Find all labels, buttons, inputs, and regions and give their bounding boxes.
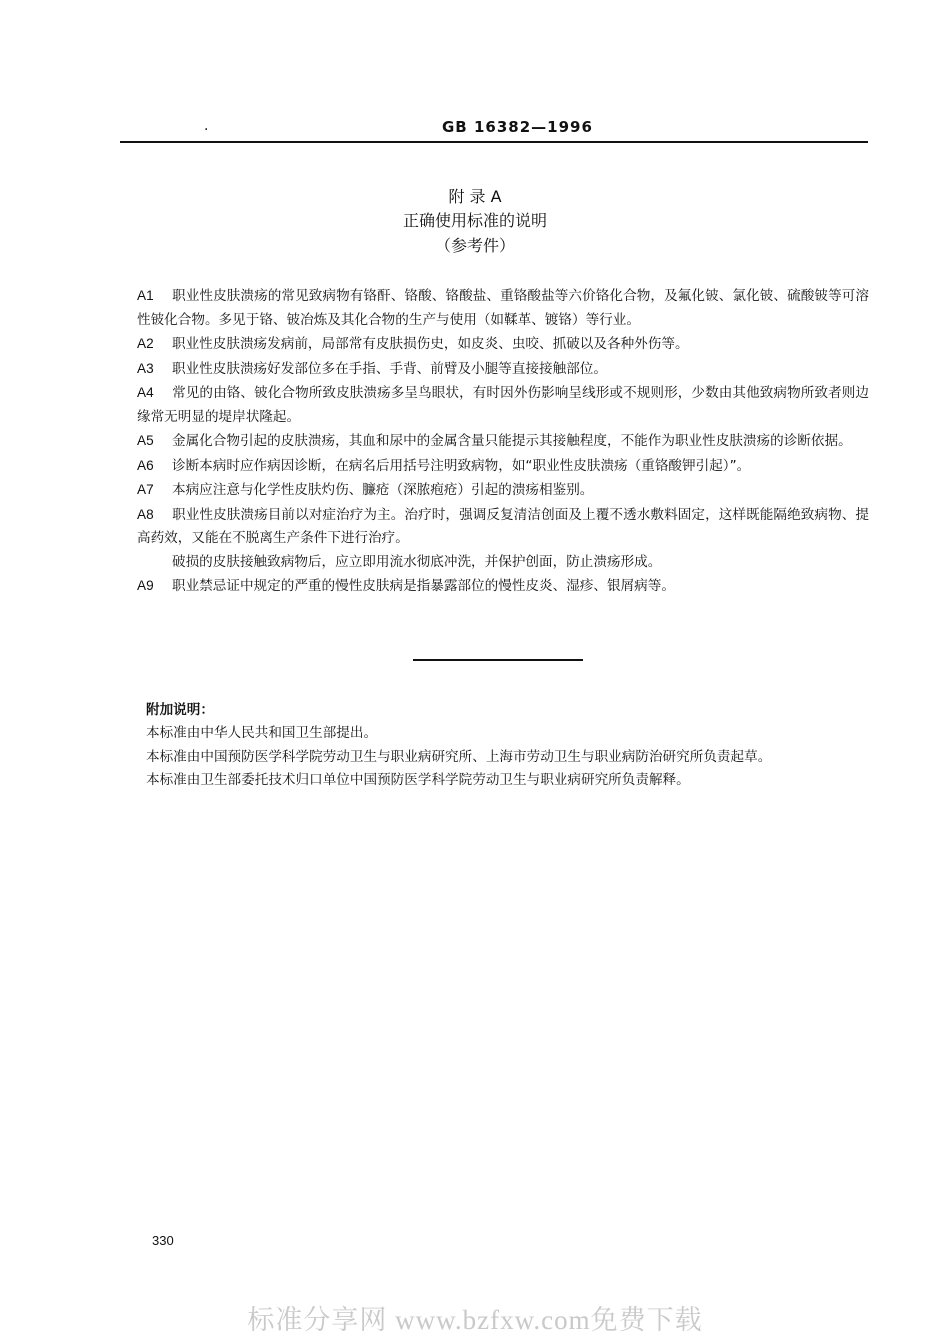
clause-label: A7 bbox=[137, 482, 154, 497]
clause-text: 职业性皮肤溃疡目前以对症治疗为主。治疗时，强调反复清洁创面及上覆不透水敷料固定，这样既能隔绝致病物、提高药效，又能在不脱离生产条件下进行治疗。 bbox=[137, 506, 869, 546]
clause-list bbox=[137, 284, 869, 599]
clause-a4 bbox=[137, 381, 869, 429]
clause-a8 bbox=[137, 503, 869, 551]
header-rule bbox=[120, 141, 868, 143]
appendix-note: （参考件） bbox=[434, 236, 515, 255]
clause-a3 bbox=[137, 357, 869, 382]
clause-text: 职业禁忌证中规定的严重的慢性皮肤病是指暴露部位的慢性皮炎、湿疹、银屑病等。 bbox=[172, 578, 675, 594]
clause-label: A5 bbox=[137, 433, 154, 448]
additional-notes bbox=[146, 698, 868, 793]
clause-label: A9 bbox=[137, 578, 154, 593]
clause-label: A6 bbox=[137, 457, 154, 473]
clause-a9 bbox=[137, 574, 869, 599]
note-item: 本标准由中华人民共和国卫生部提出。 bbox=[146, 725, 378, 741]
clause-text: 职业性皮肤溃疡的常见致病物有铬酐、铬酸、铬酸盐、重铬酸盐等六价铬化合物，及氟化铍、氯化铍、硫酸铍等可溶性铍化合物。多见于铬、铍冶炼及其化合物的生产与使用（如鞣革、镀铬）等行业。 bbox=[137, 288, 869, 328]
note-item: 本标准由卫生部委托技术归口单位中国预防医学科学院劳动卫生与职业病研究所负责解释。 bbox=[146, 772, 690, 788]
clause-a8-continued bbox=[137, 551, 869, 575]
additional-notes-title: 附加说明： bbox=[146, 702, 214, 718]
clause-label: A1 bbox=[137, 288, 154, 303]
page-number: 330 bbox=[152, 1233, 174, 1248]
note-item: 本标准由中国预防医学科学院劳动卫生与职业病研究所、上海市劳动卫生与职业病防治研究所负责起草。 bbox=[146, 748, 772, 765]
header-dot: . bbox=[204, 118, 209, 134]
clause-a6 bbox=[137, 454, 869, 479]
clause-a5 bbox=[137, 429, 869, 454]
clause-a1 bbox=[137, 284, 869, 332]
clause-text: 职业性皮肤溃疡发病前，局部常有皮肤损伤史，如皮炎、虫咬、抓破以及各种外伤等。 bbox=[172, 336, 689, 352]
standard-number: GB 16382—1996 bbox=[442, 118, 593, 136]
clause-text: 诊断本病时应作病因诊断，在病名后用括号注明致病物，如“职业性皮肤溃疡（重铬酸钾引起）”。 bbox=[172, 457, 751, 474]
clause-a2 bbox=[137, 332, 869, 357]
clause-label: A3 bbox=[137, 360, 154, 376]
appendix-subtitle: 正确使用标准的说明 bbox=[402, 211, 547, 230]
section-divider bbox=[413, 659, 583, 661]
clause-text: 破损的皮肤接触致病物后，应立即用流水彻底冲洗，并保护创面，防止溃疡形成。 bbox=[172, 553, 662, 570]
clause-a7 bbox=[137, 478, 869, 503]
clause-label: A2 bbox=[137, 336, 154, 351]
appendix-title: 附 录 A bbox=[448, 187, 502, 206]
clause-label: A8 bbox=[137, 506, 154, 522]
clause-text: 职业性皮肤溃疡好发部位多在手指、手背、前臂及小腿等直接接触部位。 bbox=[172, 360, 607, 377]
clause-label: A4 bbox=[137, 385, 154, 400]
watermark: 标准分享网 www.bzfxw.com免费下载 bbox=[247, 1305, 703, 1335]
clause-text: 金属化合物引起的皮肤溃疡，其血和尿中的金属含量只能提示其接触程度，不能作为职业性皮肤溃疡的诊断依据。 bbox=[172, 433, 852, 449]
clause-text: 本病应注意与化学性皮肤灼伤、臁疮（深脓疱疮）引起的溃疡相鉴别。 bbox=[172, 482, 594, 498]
clause-text: 常见的由铬、铍化合物所致皮肤溃疡多呈鸟眼状，有时因外伤影响呈线形或不规则形，少数由其他致病物所致者则边缘常无明显的堤岸状隆起。 bbox=[137, 385, 869, 425]
